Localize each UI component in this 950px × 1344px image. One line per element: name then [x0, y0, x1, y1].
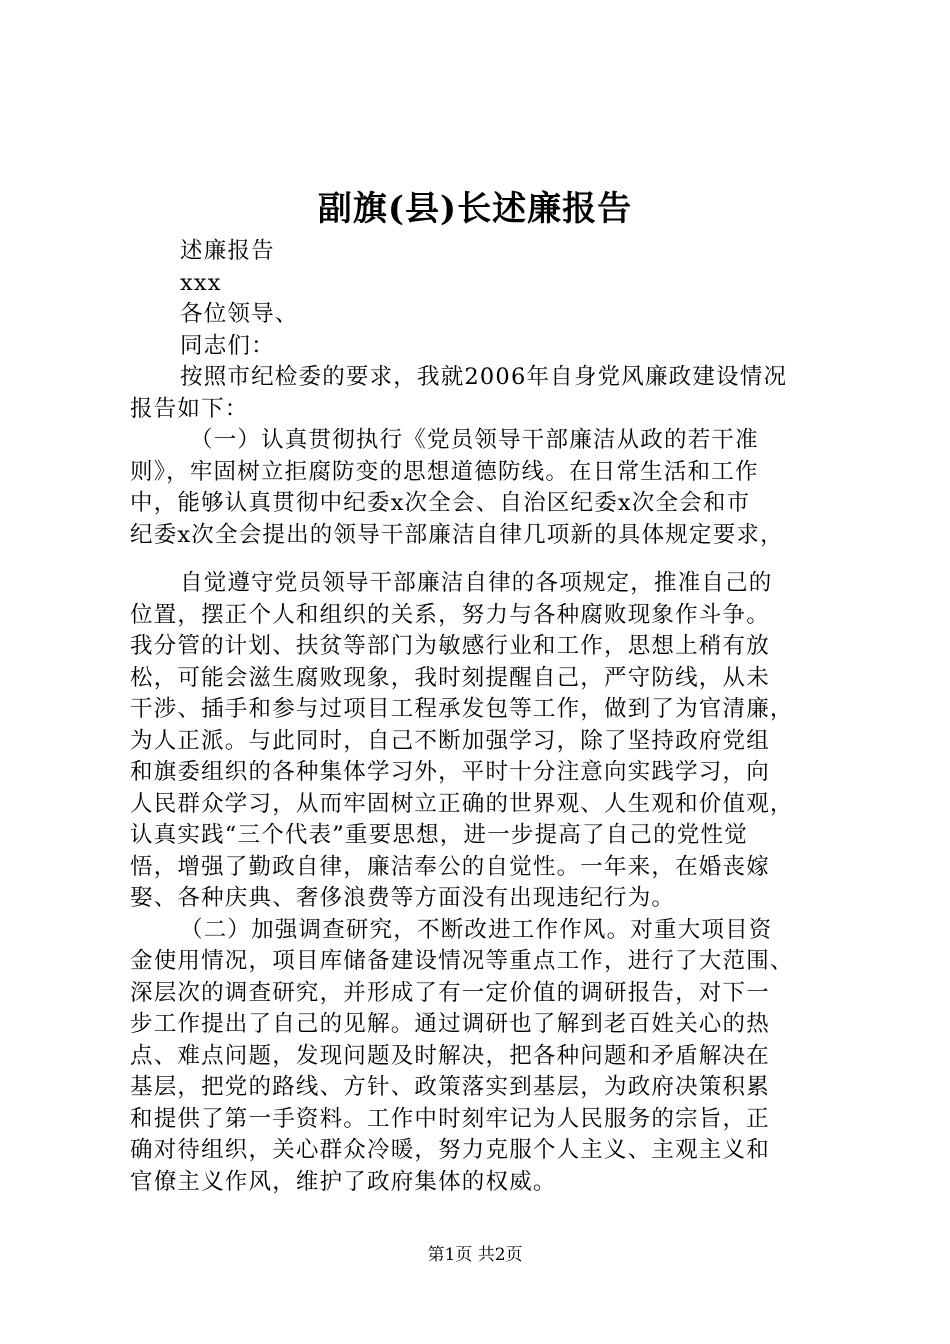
paragraph-line: 报告如下： [130, 395, 249, 422]
header-line: 述廉报告 [180, 238, 275, 264]
paragraph-line: 自觉遵守党员领导干部廉洁自律的各项规定，推准自己的 [180, 570, 773, 596]
paragraph-line: 确对待组织，关心群众冷暖，努力克服个人主义、主观主义和 [130, 1137, 770, 1163]
paragraph-line: 深层次的调查研究，并形成了有一定价值的调研报告，对下一 [130, 979, 770, 1006]
paragraph-line: 我分管的计划、扶贫等部门为敏感行业和工作，思想上稍有放 [130, 633, 770, 659]
paragraph-line: 娶、各种庆典、奢侈浪费等方面没有出现违纪行为。 [130, 885, 676, 911]
header-block [130, 236, 840, 551]
paragraph-line: 官僚主义作风，维护了政府集体的权威。 [130, 1168, 557, 1195]
paragraph-line: 按照市纪检委的要求，我就2006年自身党风廉政建设情况 [180, 364, 788, 390]
paragraph-line: （一）认真贯彻执行《党员领导干部廉洁从政的若干准 [190, 427, 759, 453]
header-line: 同志们： [180, 332, 275, 359]
paragraph-line: 位置，摆正个人和组织的关系，努力与各种腐败现象作斗争。 [130, 601, 770, 628]
page-footer: 第1页 共2页 [427, 1245, 523, 1265]
paragraph-line: 和旗委组织的各种集体学习外，平时十分注意向实践学习，向 [130, 759, 770, 785]
paragraph-line: 人民群众学习，从而牢固树立正确的世界观、人生观和价值观， [130, 790, 794, 817]
paragraph-line: 和提供了第一手资料。工作中时刻牢记为人民服务的宗旨，正 [130, 1105, 770, 1132]
paragraph-line: 步工作提出了自己的见解。通过调研也了解到老百姓关心的热 [130, 1011, 770, 1037]
paragraph-line: 点、难点问题，发现问题及时解决，把各种问题和矛盾解决在 [130, 1042, 770, 1069]
header-line: xxx [180, 269, 222, 296]
paragraph-line: 纪委x次全会提出的领导干部廉洁自律几项新的具体规定要求， [130, 521, 784, 548]
paragraph-line: （二）加强调查研究，不断改进工作作风。对重大项目资 [180, 916, 773, 943]
paragraph-line: 松，可能会滋生腐败现象，我时刻提醒自己，严守防线，从未 [130, 664, 770, 691]
paragraph-line: 认真实践“三个代表”重要思想，进一步提高了自己的党性觉 [130, 822, 748, 848]
paragraph-line: 中，能够认真贯彻中纪委x次全会、自治区纪委x次全会和市 [130, 490, 751, 516]
header-line: 各位领导、 [180, 301, 299, 327]
paragraph-line: 基层，把党的路线、方针、政策落实到基层，为政府决策积累 [130, 1074, 770, 1100]
paragraph-line: 则》，牢固树立拒腐防变的思想道德防线。在日常生活和工作 [130, 458, 759, 485]
paragraph-line: 金使用情况，项目库储备建设情况等重点工作，进行了大范围、 [130, 948, 794, 974]
paragraph-line: 为人正派。与此同时，自己不断加强学习，除了坚持政府党组 [130, 727, 770, 754]
paragraph-line: 悟，增强了勤政自律，廉洁奉公的自觉性。一年来，在婚丧嫁 [130, 853, 770, 880]
document-title: 副旗(县)长述廉报告 [317, 189, 633, 229]
paragraph-line: 干涉、插手和参与过项目工程承发包等工作，做到了为官清廉， [130, 696, 794, 722]
paragraph-two-block [130, 568, 840, 1198]
